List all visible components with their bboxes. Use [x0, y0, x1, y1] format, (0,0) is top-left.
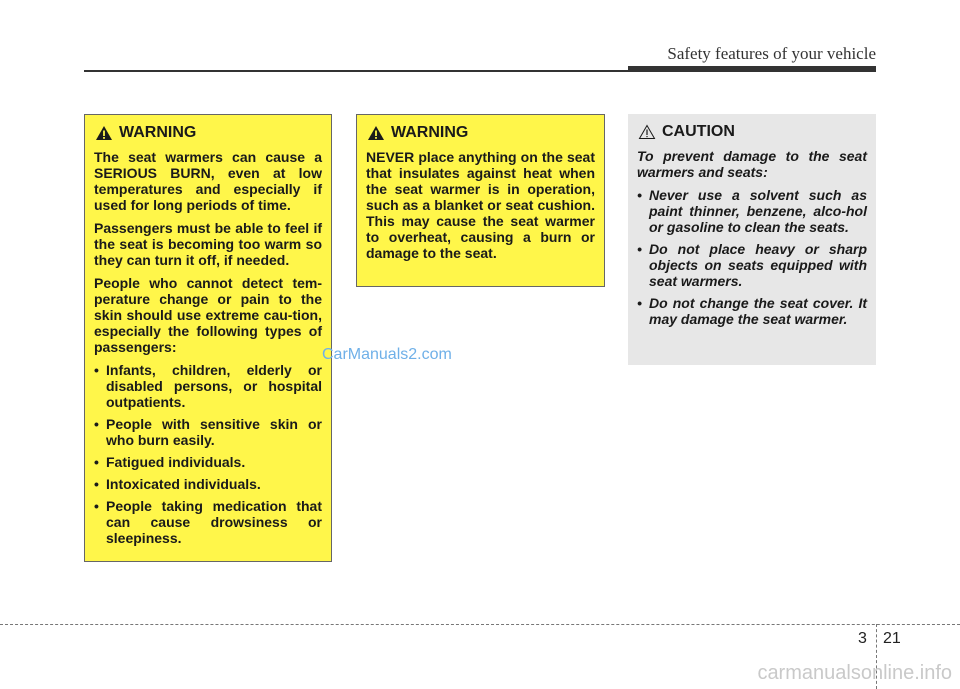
list-item: • Do not place heavy or sharp objects on seats equipped with seat warmers.	[637, 241, 867, 289]
warning-heading	[366, 125, 595, 141]
list-item: • Fatigued individuals.	[94, 454, 246, 470]
caution-title: CAUTION	[662, 123, 735, 140]
caution-heading	[637, 124, 867, 140]
caution-bullet-list	[637, 187, 867, 327]
list-item: • Intoxicated individuals.	[94, 476, 261, 492]
list-item: • Do not change the seat cover. It may damage the seat warmer.	[637, 295, 867, 327]
page-header-title: Safety features of your vehicle	[667, 44, 876, 63]
warning-paragraph: Passengers must be able to feel if the seat is becoming too warm so they can turn it off, if needed.	[94, 220, 322, 268]
header-rule	[84, 70, 628, 72]
warning-triangle-icon	[367, 125, 385, 141]
warning-heading	[94, 125, 322, 141]
warning-paragraph: The seat warmers can cause a SERIOUS BURN, even at low temperatures and especially if used for long periods of time.	[94, 149, 322, 213]
list-item: • People with sensitive skin or who burn easily.	[94, 416, 322, 448]
warning-paragraph: People who cannot detect tem-perature change or pain to the skin should use extreme cau-tion, especially the following types of passengers:	[94, 275, 322, 355]
list-item: • Never use a solvent such as paint thinner, benzene, alco-hol or gasoline to clean the seats.	[637, 187, 867, 235]
warning-box-insulation	[356, 114, 605, 287]
footer-site-watermark: carmanualsonline.info	[757, 662, 952, 684]
watermark-text: CarManuals2.com	[322, 346, 452, 363]
caution-intro: To prevent damage to the seat warmers and seats:	[637, 148, 867, 180]
header-rule-accent	[628, 66, 876, 72]
page-number: 21	[883, 630, 901, 647]
chapter-number: 3	[858, 630, 867, 647]
warning-bullet-list	[94, 362, 322, 546]
list-item: • Infants, children, elderly or disabled persons, or hospital outpatients.	[94, 362, 322, 410]
list-item: • People taking medication that can cause drowsiness or sleepiness.	[94, 498, 322, 546]
warning-paragraph: NEVER place anything on the seat that insulates against heat when the seat warmer is in operation, such as a blanket or seat cushion. This may cause the seat warmer to overheat, causing a burn or damage to the seat.	[366, 149, 595, 261]
warning-title: WARNING	[391, 124, 469, 141]
caution-triangle-icon	[638, 124, 656, 140]
warning-title: WARNING	[119, 124, 197, 141]
footer-rule	[0, 624, 960, 625]
caution-box	[628, 114, 876, 365]
warning-triangle-icon	[95, 125, 113, 141]
warning-box-seat-burn	[84, 114, 332, 562]
